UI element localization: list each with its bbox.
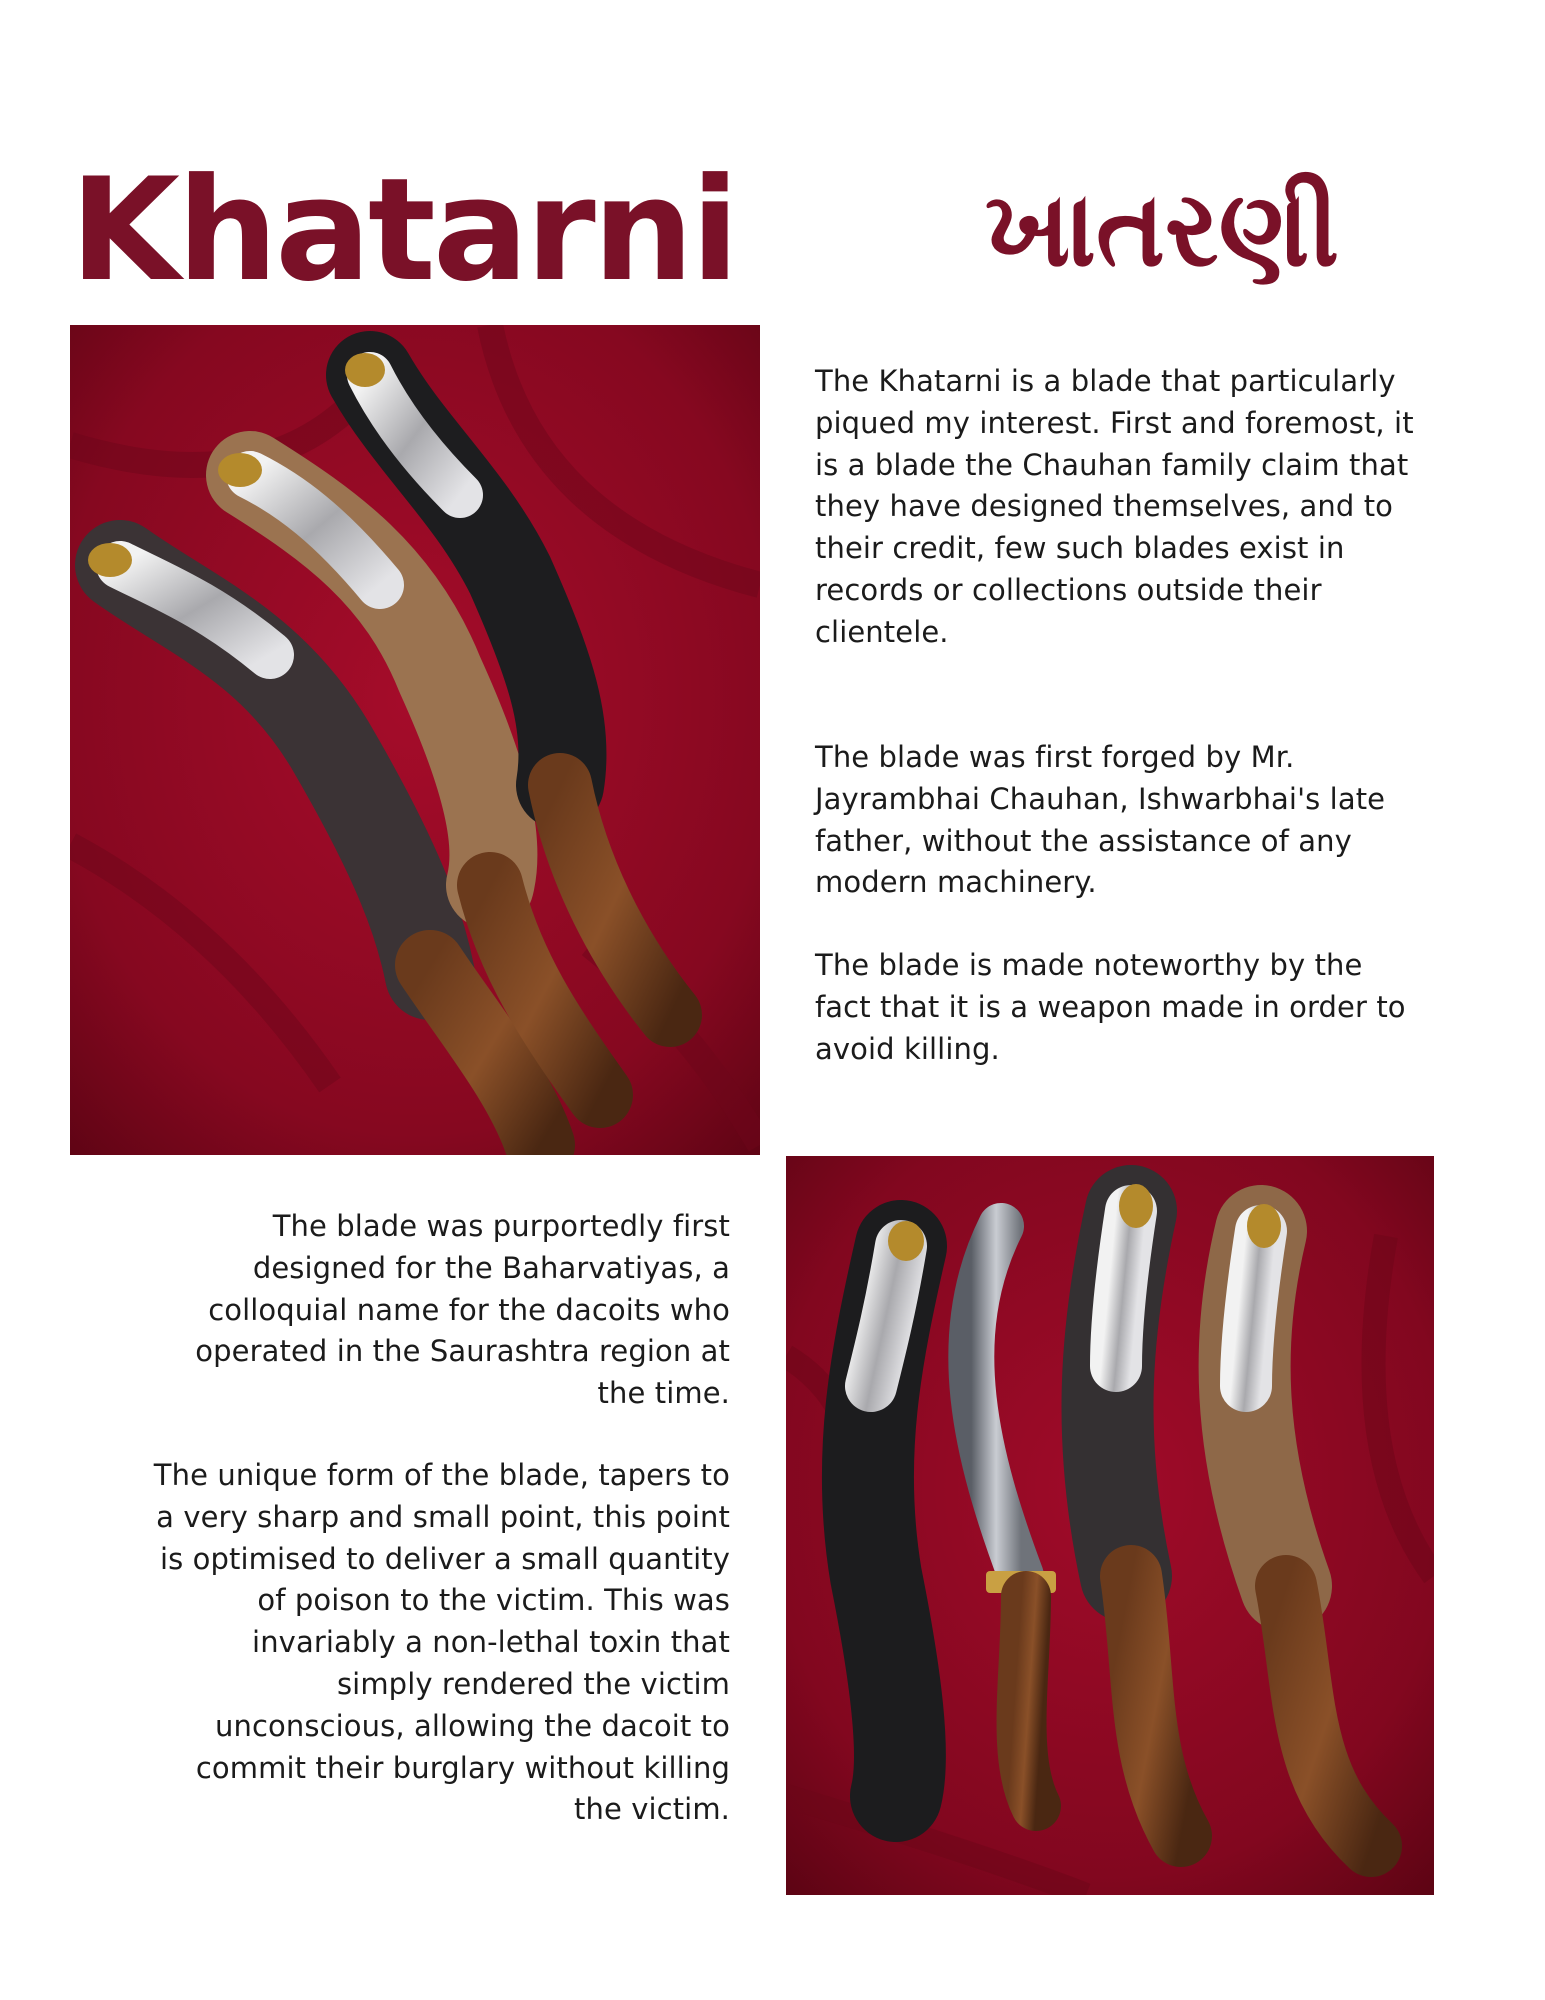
- photo-blade-and-sheaths: [786, 1156, 1434, 1895]
- page-title-gujarati: ખાતરણી: [985, 168, 1340, 290]
- photo-three-sheathed-daggers: [70, 325, 760, 1155]
- origin-paragraph: The blade was purportedly first designed for the Baharvatiyas, a colloquial name for the dacoits who operated in the Saurashtra region at the time.: [195, 1209, 730, 1411]
- forging-paragraph: The blade was first forged by Mr. Jayrambhai Chauhan, Ishwarbhai's late father, without the assistance of any modern machinery.: [815, 740, 1386, 900]
- form-paragraph: The unique form of the blade, tapers to a very sharp and small point, this point is optimised to deliver a small quantity of poison to the victim. This was invariably a non-lethal toxin that simply rendered the victim unconscious, allowing the dacoit to commit their burglary without killing the victim.: [153, 1458, 730, 1827]
- page-title-english: Khatarni: [70, 148, 737, 313]
- intro-paragraph: The Khatarni is a blade that particularly piqued my interest. First and foremost, it is a blade the Chauhan family claim that they have designed themselves, and to their credit, few such blades exist in records or collections outside their clientele.: [815, 364, 1414, 649]
- noteworthy-paragraph: The blade is made noteworthy by the fact that it is a weapon made in order to avoid killing.: [815, 948, 1406, 1066]
